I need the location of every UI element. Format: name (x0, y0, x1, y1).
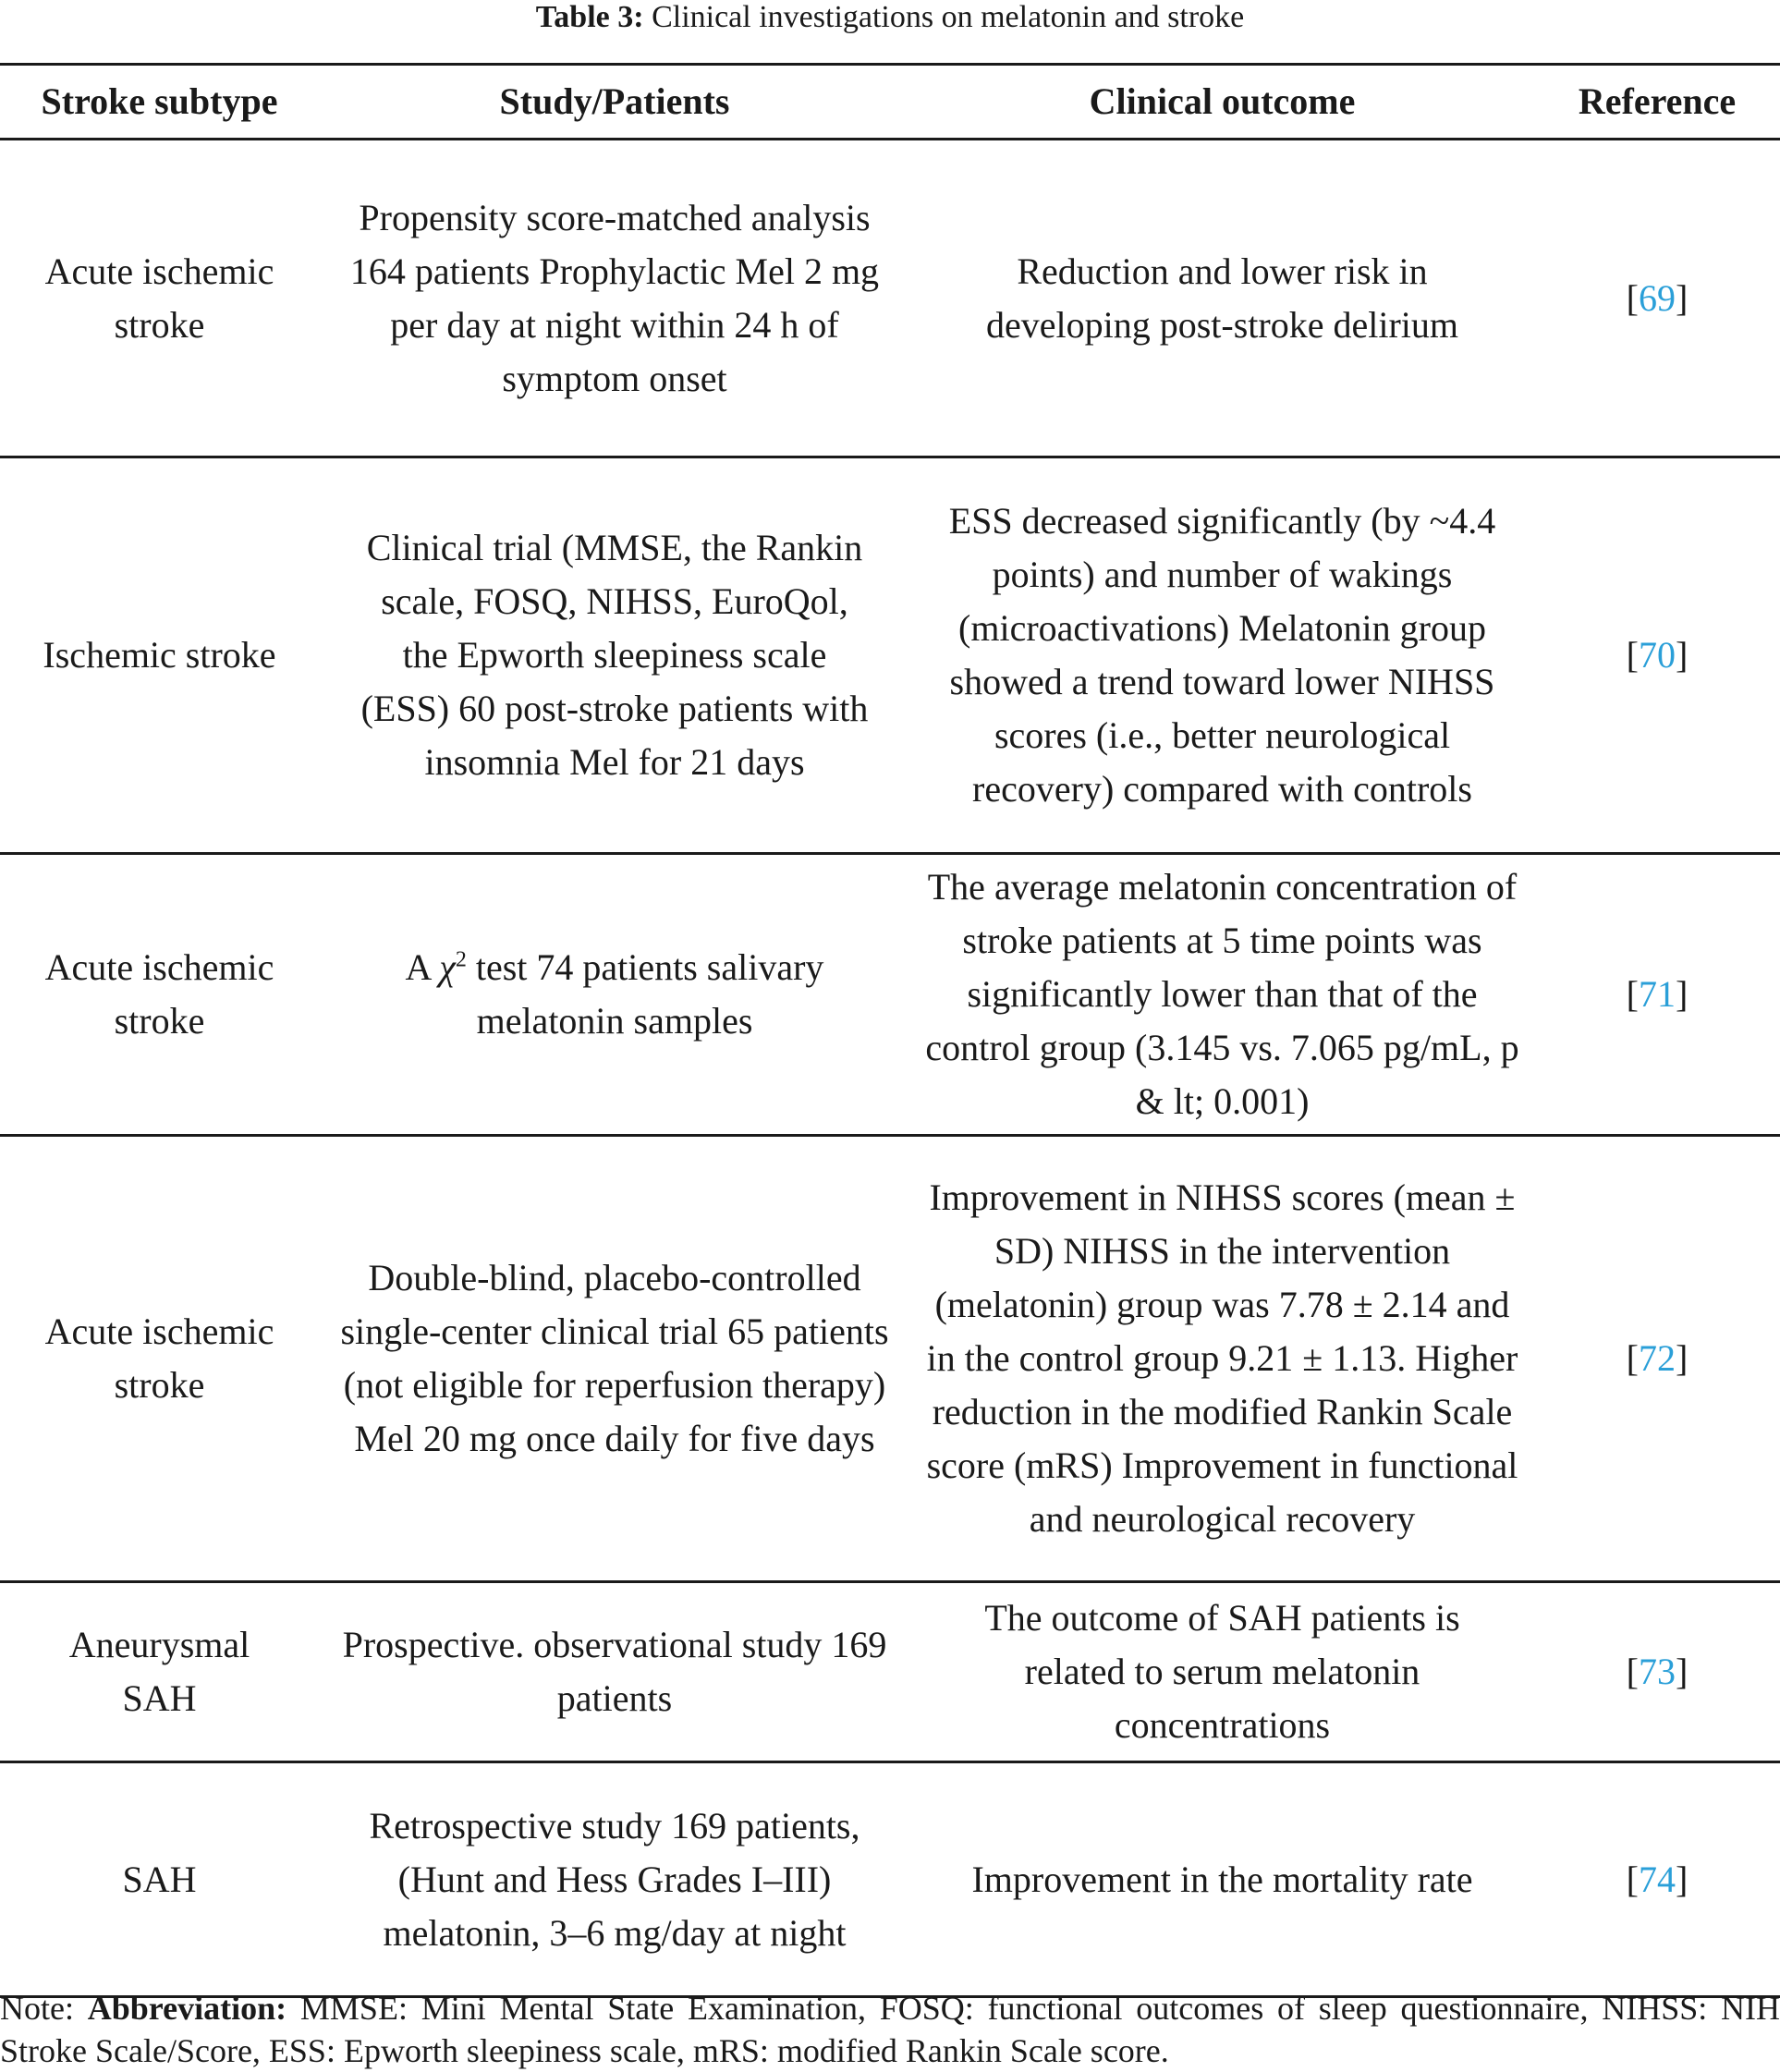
stroke-subtype-text: Acute ischemic stroke (44, 1310, 274, 1406)
study-patients-text: A $\chi^2$ test 74 patients salivary melatonin samples (405, 946, 824, 1042)
stroke-subtype-text: Acute ischemic stroke (44, 946, 274, 1042)
table-row (0, 457, 1780, 854)
header-reference: Reference (1534, 65, 1780, 140)
table-row (0, 854, 1780, 1136)
table-caption-title: Clinical investigations on melatonin and stroke (652, 0, 1245, 34)
clinical-outcome-text: Reduction and lower risk in developing post-stroke delirium (985, 250, 1458, 346)
table-caption-label: Table 3: (535, 0, 644, 34)
study-patients-cell (319, 1762, 910, 1997)
study-patients-cell (319, 140, 910, 457)
stroke-subtype-cell (0, 457, 319, 854)
study-patients-cell (319, 1582, 910, 1762)
stroke-subtype-text: Ischemic stroke (43, 634, 276, 676)
reference-cell: [74] (1534, 1762, 1780, 1997)
study-patients-text: Double-blind, placebo-controlled single-center clinical trial 65 patients (not eligible for reperfusion therapy) Mel 20 mg once daily for five days (340, 1257, 889, 1459)
reference-link[interactable]: 74 (1639, 1858, 1676, 1900)
clinical-investigations-table (0, 63, 1780, 1998)
reference-link[interactable]: 69 (1639, 276, 1676, 319)
reference-link[interactable]: 73 (1639, 1651, 1676, 1692)
header-study-patients: Study/Patients (319, 65, 910, 140)
table-row (0, 1762, 1780, 1997)
table-row (0, 140, 1780, 457)
study-patients-text: Prospective. observational study 169 patients (342, 1624, 887, 1719)
table-note (0, 1987, 1780, 2072)
clinical-outcome-cell (910, 140, 1534, 457)
note-abbreviation-label: Abbreviation: (87, 1990, 287, 2027)
clinical-outcome-cell (910, 1582, 1534, 1762)
stroke-subtype-cell (0, 854, 319, 1136)
clinical-outcome-text: Improvement in the mortality rate (971, 1858, 1473, 1900)
note-abbreviation-text: MMSE: Mini Mental State Examination, FOSQ: functional outcomes of sleep questionnaire, NIHSS: NIH Stroke Scale/Score, ESS: Epworth sleepiness scale, mRS: modified Rankin Scale score. (0, 1990, 1780, 2069)
reference-link[interactable]: 72 (1639, 1337, 1676, 1379)
reference-cell: [70] (1534, 457, 1780, 854)
reference-cell: [73] (1534, 1582, 1780, 1762)
reference-link[interactable]: 71 (1639, 973, 1676, 1015)
study-patients-text: Clinical trial (MMSE, the Rankin scale, FOSQ, NIHSS, EuroQol, the Epworth sleepiness scale (ESS) 60 post-stroke patients with insomnia Mel for 21 days (360, 527, 869, 783)
clinical-outcome-cell (910, 854, 1534, 1136)
reference-cell: [72] (1534, 1136, 1780, 1582)
reference-cell: [71] (1534, 854, 1780, 1136)
stroke-subtype-cell (0, 1136, 319, 1582)
note-prefix: Note: (0, 1990, 74, 2027)
clinical-outcome-cell (910, 457, 1534, 854)
clinical-outcome-text: Improvement in NIHSS scores (mean ± SD) NIHSS in the intervention (melatonin) group was 7.78 ± 2.14 and in the control group 9.21 ± 1.13. Higher reduction in the modified Rankin Scale score (mRS) Improvement in functional and neurological recovery (926, 1176, 1518, 1540)
chi-symbol: χ (439, 946, 456, 988)
study-patients-text: Retrospective study 169 patients, (Hunt and Hess Grades I–III) melatonin, 3–6 mg/day at night (369, 1804, 860, 1954)
table-row (0, 1582, 1780, 1762)
stroke-subtype-cell (0, 1582, 319, 1762)
reference-link[interactable]: 70 (1639, 634, 1676, 676)
table-header-row (0, 65, 1780, 140)
study-patients-cell (319, 854, 910, 1136)
stroke-subtype-text: SAH (122, 1858, 197, 1900)
stroke-subtype-cell (0, 1762, 319, 1997)
table-row (0, 1136, 1780, 1582)
clinical-outcome-cell (910, 1762, 1534, 1997)
clinical-outcome-text: The outcome of SAH patients is related to serum melatonin concentrations (984, 1597, 1460, 1746)
clinical-outcome-text: ESS decreased significantly (by ~4.4 points) and number of wakings (microactivations) Melatonin group showed a trend toward lower NIHSS scores (i.e., better neurological recovery) compared with controls (948, 500, 1496, 810)
clinical-outcome-text: The average melatonin concentration of stroke patients at 5 time points was significantly lower than that of the control group (3.145 vs. 7.065 pg/mL, p & lt; 0.001) (925, 866, 1519, 1122)
reference-cell: [69] (1534, 140, 1780, 457)
stroke-subtype-cell (0, 140, 319, 457)
study-patients-cell (319, 1136, 910, 1582)
header-stroke-subtype: Stroke subtype (0, 65, 319, 140)
header-clinical-outcome: Clinical outcome (910, 65, 1534, 140)
stroke-subtype-text: Acute ischemic stroke (44, 250, 274, 346)
stroke-subtype-text: Aneurysmal SAH (68, 1624, 250, 1719)
clinical-outcome-cell (910, 1136, 1534, 1582)
table-caption (0, 0, 1780, 37)
study-patients-text: Propensity score-matched analysis 164 patients Prophylactic Mel 2 mg per day at night within 24 h of symptom onset (349, 196, 880, 399)
study-patients-cell (319, 457, 910, 854)
